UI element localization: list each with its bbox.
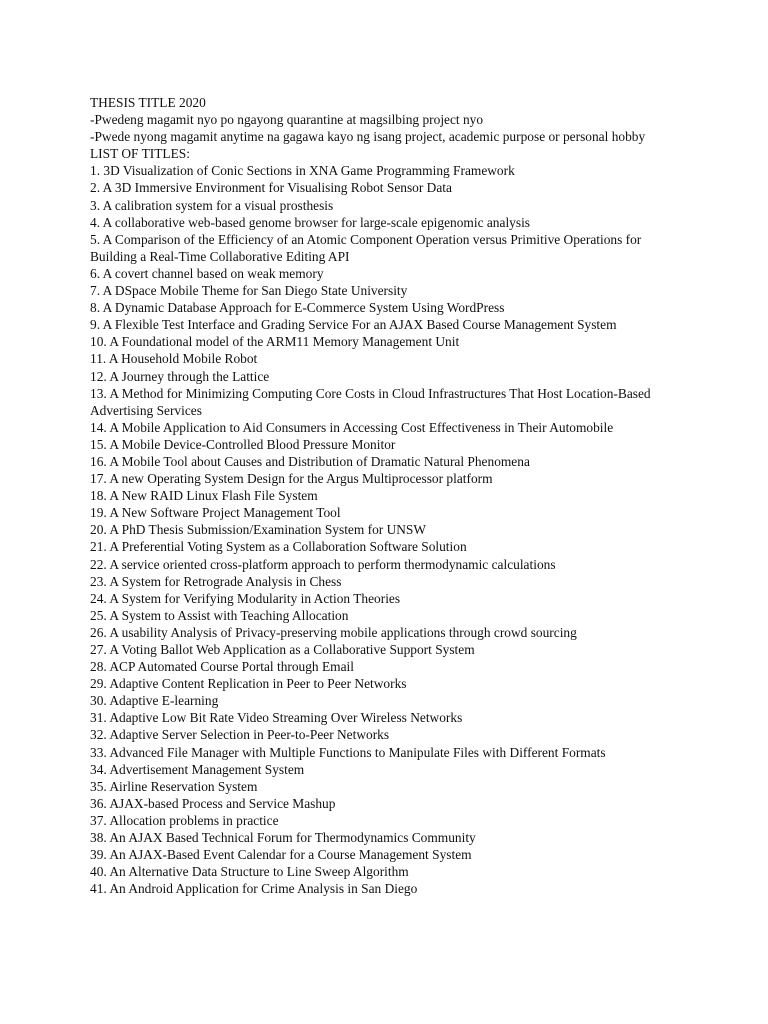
- title-list-item: 9. A Flexible Test Interface and Grading Service For an AJAX Based Course Management System: [90, 317, 617, 333]
- title-list-item: 35. Airline Reservation System: [90, 778, 258, 794]
- title-list-item: 11. A Household Mobile Robot: [90, 351, 258, 367]
- title-list-item: 17. A new Operating System Design for the Argus Multiprocessor platform: [90, 471, 493, 487]
- title-list-item: 16. A Mobile Tool about Causes and Distribution of Dramatic Natural Phenomena: [90, 453, 530, 469]
- title-list-item: 31. Adaptive Low Bit Rate Video Streaming Over Wireless Networks: [90, 710, 463, 726]
- title-list-item: 7. A DSpace Mobile Theme for San Diego State University: [90, 283, 408, 299]
- title-list-item: 27. A Voting Ballot Web Application as a Collaborative Support System: [90, 642, 475, 657]
- title-list-item: 22. A service oriented cross-platform approach to perform thermodynamic calculations: [90, 556, 556, 572]
- title-list-item: 37. Allocation problems in practice: [90, 812, 279, 828]
- title-list-item: 36. AJAX-based Process and Service Mashup: [90, 795, 336, 811]
- title-list-item: 21. A Preferential Voting System as a Collaboration Software Solution: [90, 539, 467, 555]
- title-list-item: 12. A Journey through the Lattice: [90, 368, 270, 384]
- list-heading: LIST OF TITLES:: [90, 146, 190, 162]
- title-list-item: 5. A Comparison of the Efficiency of an Atomic Component Operation versus Primitive Operations for Building a Real-Time Collaborative Editing API: [90, 231, 642, 264]
- title-list-item: 30. Adaptive E-learning: [90, 693, 219, 709]
- title-list-item: 41. An Android Application for Crime Analysis in San Diego: [90, 881, 418, 897]
- title-list-item: 39. An AJAX-Based Event Calendar for a Course Management System: [90, 847, 472, 863]
- title-list-item: 40. An Alternative Data Structure to Line Sweep Algorithm: [90, 864, 409, 880]
- title-list-item: 10. A Foundational model of the ARM11 Memory Management Unit: [90, 334, 460, 350]
- note-line: -Pwedeng magamit nyo po ngayong quarantine at magsilbing project nyo: [90, 112, 484, 128]
- title-list-item: 13. A Method for Minimizing Computing Core Costs in Cloud Infrastructures That Host Location-Based Advertising Services: [90, 385, 651, 418]
- title-list-item: 38. An AJAX Based Technical Forum for Thermodynamics Community: [90, 830, 476, 846]
- document-heading: THESIS TITLE 2020: [90, 95, 206, 110]
- title-list-item: 19. A New Software Project Management Tool: [90, 505, 341, 521]
- title-list-item: 25. A System to Assist with Teaching Allocation: [90, 607, 349, 623]
- title-list-item: 29. Adaptive Content Replication in Peer to Peer Networks: [90, 676, 407, 692]
- title-list-item: 32. Adaptive Server Selection in Peer-to-Peer Networks: [90, 727, 390, 743]
- title-list-item: 33. Advanced File Manager with Multiple Functions to Manipulate Files with Different Formats: [90, 744, 606, 760]
- title-list-item: 26. A usability Analysis of Privacy-preserving mobile applications through crowd sourcing: [90, 624, 577, 640]
- titles-list: [90, 162, 680, 897]
- title-list-item: 6. A covert channel based on weak memory: [90, 265, 324, 281]
- title-list-item: 24. A System for Verifying Modularity in Action Theories: [90, 590, 401, 606]
- title-list-item: 34. Advertisement Management System: [90, 761, 305, 777]
- document-body: [90, 94, 680, 897]
- title-list-item: 8. A Dynamic Database Approach for E-Commerce System Using WordPress: [90, 300, 505, 316]
- title-list-item: 4. A collaborative web-based genome browser for large-scale epigenomic analysis: [90, 214, 531, 230]
- title-list-item: 14. A Mobile Application to Aid Consumers in Accessing Cost Effectiveness in Their Automobile: [90, 419, 614, 435]
- title-list-item: 28. ACP Automated Course Portal through Email: [90, 659, 354, 675]
- note-line: -Pwede nyong magamit anytime na gagawa kayo ng isang project, academic purpose or personal hobby: [90, 129, 646, 145]
- title-list-item: 3. A calibration system for a visual prosthesis: [90, 197, 334, 213]
- title-list-item: 23. A System for Retrograde Analysis in Chess: [90, 573, 342, 589]
- title-list-item: 20. A PhD Thesis Submission/Examination System for UNSW: [90, 522, 427, 538]
- title-list-item: 18. A New RAID Linux Flash File System: [90, 488, 318, 504]
- title-list-item: 2. A 3D Immersive Environment for Visualising Robot Sensor Data: [90, 180, 452, 196]
- title-list-item: 15. A Mobile Device-Controlled Blood Pressure Monitor: [90, 436, 396, 452]
- title-list-item: 1. 3D Visualization of Conic Sections in XNA Game Programming Framework: [90, 163, 515, 179]
